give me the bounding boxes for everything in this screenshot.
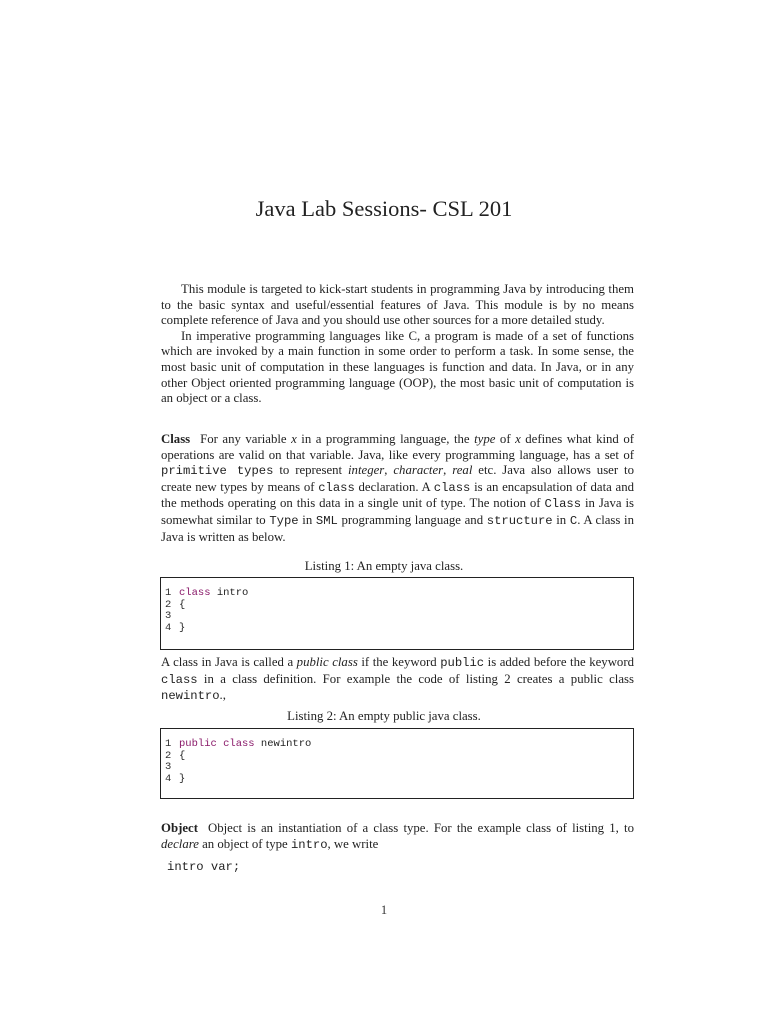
listing-1-code-block: [160, 577, 634, 650]
text-run: programming language and: [337, 512, 487, 527]
class-heading: Class: [161, 432, 191, 446]
code-line: [165, 588, 633, 600]
text-run: A class in Java is called a: [161, 655, 297, 669]
inline-code: public: [440, 656, 485, 670]
emph-text: integer: [348, 463, 385, 478]
inline-code: class: [433, 480, 471, 495]
code-line: [165, 751, 633, 763]
intro-paragraph-1: This module is targeted to kick-start students in programming Java by introducing them to the basic syntax and useful/essential features of Java. This module is by no means complete reference of Java and you should use other sources for a more detailed study.: [161, 282, 634, 328]
code-keyword: class: [179, 587, 211, 599]
inline-code: newintro: [161, 689, 220, 704]
inline-code: class: [161, 672, 198, 687]
text-run: etc. Java also allows user to create new types by means of: [161, 463, 634, 494]
public-class-section: [161, 655, 634, 705]
text-run: For any variable: [200, 432, 292, 446]
line-number: 3: [165, 610, 172, 623]
emph-text: declare: [161, 836, 199, 851]
code-text: {: [179, 598, 186, 611]
code-keyword: public class: [179, 738, 255, 750]
text-run: in: [552, 512, 570, 527]
listing-1-caption: Listing 1: An empty java class.: [304, 559, 464, 573]
text-run: ,: [384, 463, 394, 478]
math-var: x: [291, 432, 297, 446]
code-text: {: [179, 749, 186, 762]
listing-2-caption: Listing 2: An empty public java class.: [287, 709, 481, 723]
inline-code: primitive types: [161, 464, 274, 479]
text-run: ,: [443, 463, 453, 478]
text-run: in Java is somewhat similar to: [161, 496, 634, 527]
line-number: 1: [165, 738, 172, 750]
text-run: declaration. A: [354, 479, 434, 494]
code-line: [165, 762, 633, 774]
text-run: if the keyword: [357, 655, 441, 669]
text-run: . A class in Java is written as below.: [161, 512, 634, 544]
text-run: in a programming language, the: [296, 432, 475, 446]
text-run: is an encapsulation of data and the methods operating on this data in a single unit of type. The notion of: [161, 479, 635, 511]
emph-text: type: [474, 432, 496, 446]
emph-text: character: [393, 463, 444, 478]
code-snippet: intro var;: [167, 860, 241, 874]
text-run: Object is an instantiation of a class type. For the example class of listing 1, to: [207, 821, 634, 835]
intro-section: [161, 282, 634, 407]
class-section: [161, 432, 634, 545]
code-text: newintro: [254, 738, 312, 750]
text-run: .,: [219, 688, 226, 703]
emph-text: public class: [296, 655, 358, 669]
listing-2-code-block: [160, 728, 634, 799]
line-number: 2: [165, 749, 172, 762]
text-run: to represent: [273, 463, 348, 478]
text-run: , we write: [327, 836, 379, 851]
inline-code: intro: [290, 837, 328, 852]
object-paragraph: [161, 821, 634, 853]
inline-code: structure: [486, 513, 553, 528]
inline-code: class: [318, 480, 355, 495]
line-number: 3: [165, 761, 172, 774]
line-number: 4: [165, 772, 172, 785]
code-text: }: [179, 621, 186, 634]
line-number: 1: [165, 587, 172, 599]
text-run: is added before the keyword: [484, 655, 634, 669]
page-number: 1: [380, 903, 388, 917]
code-line: [165, 774, 633, 786]
class-paragraph: [161, 432, 634, 545]
public-class-paragraph: [161, 655, 634, 705]
text-run: an object of type: [198, 836, 291, 851]
inline-code: Type: [269, 513, 299, 528]
text-run: in a class definition. For example the code of listing 2 creates a public class: [197, 671, 634, 686]
inline-code: C: [569, 513, 578, 528]
text-run: in: [298, 512, 316, 527]
line-number: 2: [165, 598, 172, 611]
inline-code: SML: [315, 513, 338, 528]
document-title: Java Lab Sessions- CSL 201: [255, 196, 513, 221]
object-section: [161, 821, 634, 853]
math-var: x: [515, 432, 521, 446]
text-run: of: [495, 432, 516, 446]
code-line: [165, 623, 633, 635]
code-line: [165, 600, 633, 612]
line-number: 4: [165, 621, 172, 634]
code-text: intro: [210, 587, 249, 599]
inline-code: Class: [544, 497, 582, 512]
intro-paragraph-2: In imperative programming languages like C, a program is made of a set of functions which are invoked by a main function in some order to perform a task. In some sense, the most basic unit of computation in these languages is function and data. In Java, or in any other Object oriented programming language (OOP), the most basic unit of computation is an object or a class.: [161, 328, 634, 406]
code-line: [165, 611, 633, 623]
code-text: }: [179, 772, 186, 785]
text-run: defines what kind of operations are valid on that variable. Java, like every programming language, has a set of: [161, 432, 634, 462]
object-heading: Object: [161, 821, 198, 835]
code-line: [165, 739, 633, 751]
emph-text: real: [452, 463, 473, 478]
